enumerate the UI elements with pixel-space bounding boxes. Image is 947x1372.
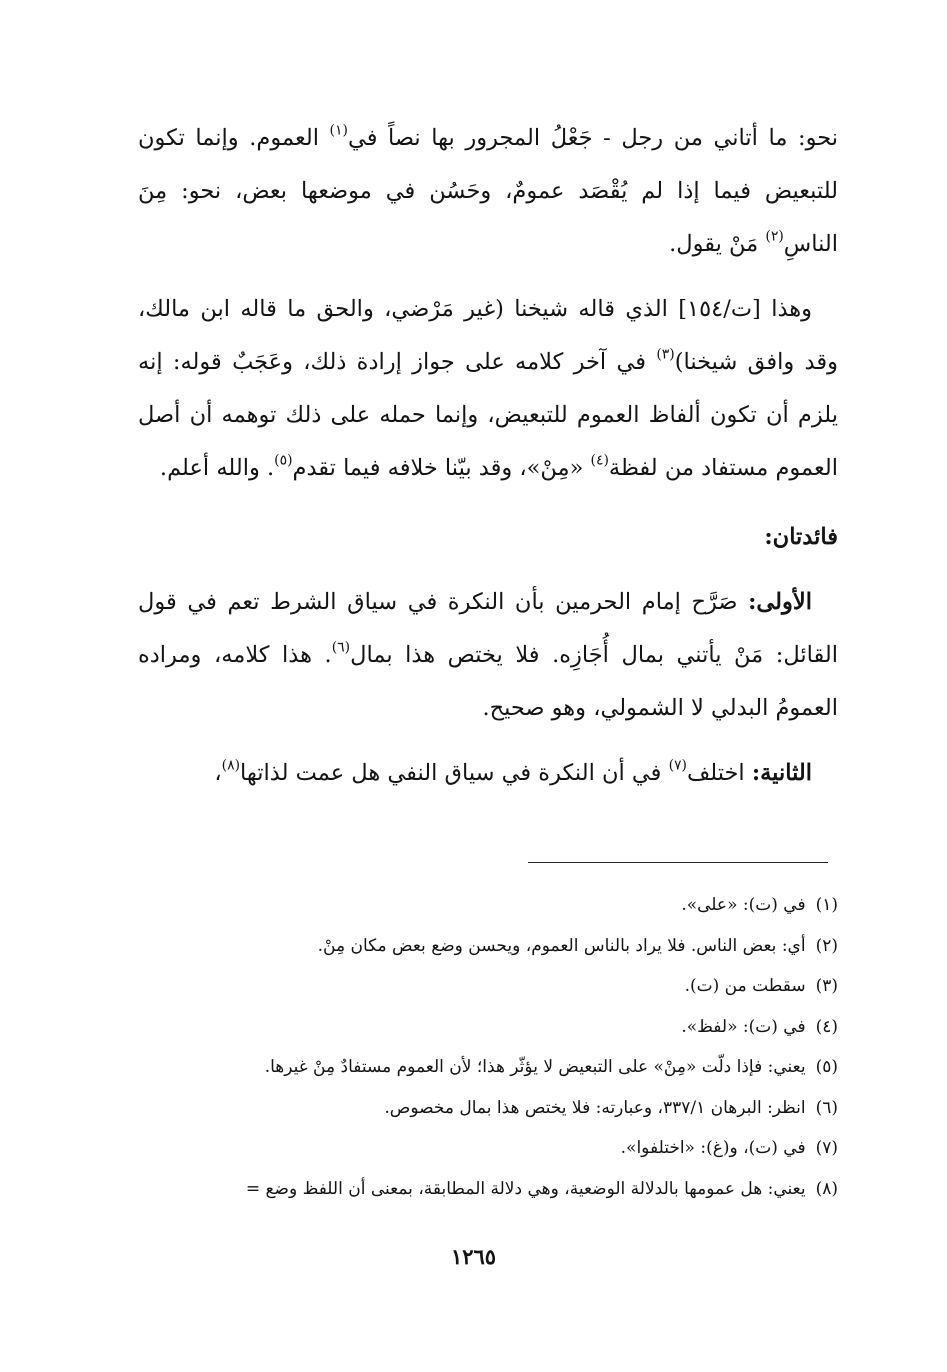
footnote-ref[interactable]: (٢) — [765, 228, 784, 245]
footnote-number: (٨) — [815, 1178, 838, 1199]
section-heading: فائدتان: — [764, 524, 838, 550]
footnote — [150, 926, 838, 967]
paragraph-lead: الأولى: — [748, 589, 812, 615]
footnote-ref[interactable]: (٨) — [221, 757, 241, 774]
paragraph — [138, 112, 838, 271]
footnote-text: في (ت)، و(غ): «اختلفوا». — [620, 1138, 806, 1158]
page-number: ١٢٦٥ — [450, 1244, 497, 1269]
paragraph — [138, 283, 838, 495]
footnote-text: سقطت من (ت). — [684, 976, 806, 996]
text-span: مَنْ يقول. — [669, 231, 766, 257]
footnote-number: (٣) — [815, 976, 838, 996]
footnote-ref[interactable]: (٤) — [590, 452, 609, 469]
text-span: . والله أعلم. — [159, 455, 275, 481]
text-span: في أن النكرة في سياق النفي هل عمت لذاتها — [240, 760, 669, 786]
footnote-text: يعني: فإذا دلّت «مِنْ» على التبعيض لا يؤثّر هذا؛ لأن العموم مستفادٌ مِنْ غيرها. — [264, 1057, 806, 1077]
footnote-text: أي: بعض الناس. فلا يراد بالناس العموم، ويحسن وضع بعض مكان مِنْ. — [317, 935, 806, 956]
text-span: ، — [214, 760, 222, 786]
footnote-number: (٥) — [815, 1057, 838, 1077]
footnote-text: انظر: البرهان ٣٣٧/١، وعبارته: فلا يختص هذا بمال مخصوص. — [384, 1097, 806, 1118]
text-span: «مِنْ»، وقد بيّنا خلافه فيما تقدم — [292, 455, 591, 481]
footnote-text: في (ت): «لفظ». — [681, 1016, 806, 1037]
footnote-number: (٧) — [815, 1138, 838, 1158]
footnote-ref[interactable]: (٦) — [331, 639, 351, 656]
paragraph — [138, 576, 838, 735]
footnote-ref[interactable]: (١) — [329, 122, 348, 139]
paragraph — [138, 747, 838, 800]
footnote — [150, 1047, 838, 1088]
footnote-number: (٤) — [815, 1016, 838, 1037]
footnote — [150, 1169, 838, 1210]
footnote — [150, 1128, 838, 1169]
text-span: اختلف — [686, 760, 752, 786]
footnote-text: في (ت): «على». — [681, 895, 806, 915]
footnote — [150, 1088, 838, 1129]
footnote-ref[interactable]: (٧) — [668, 757, 687, 774]
text-span: . هذا كلامه، ومراده العمومُ البدلي لا الشمولي، وهو صحيح. — [138, 642, 838, 721]
footnote-separator — [528, 862, 828, 863]
text-span: وهذا [ت/١٥٤] الذي قاله شيخنا (غير مَرْضي، والحق ما قاله ابن مالك، وقد وافق شيخنا) — [138, 296, 838, 375]
main-text — [138, 112, 838, 800]
footnote — [150, 966, 838, 1007]
footnote-number: (١) — [815, 895, 838, 915]
footnote-ref[interactable]: (٣) — [656, 346, 675, 363]
footnote — [150, 1007, 838, 1048]
text-span: في آخر كلامه على جواز إرادة ذلك، وعَجَبٌ قوله: إنه يلزم أن تكون ألفاظ العموم للتبعيض، وإنما حمله على ذلك توهمه أن أصل العموم مستفاد من لفظة — [138, 349, 838, 481]
text-span: نحو: ما أتاني من رجل - جَعْلُ المجرور بها نصاً في — [347, 125, 838, 151]
text-span: صَرَّح إمام الحرمين بأن النكرة في سياق الشرط تعم في قول القائل: مَنْ يأتني بمال أُجَازِه. فلا يختص هذا بمال — [138, 589, 839, 668]
footnote-number: (٦) — [815, 1097, 838, 1118]
footnote-number: (٢) — [815, 935, 838, 956]
footnote-text: يعني: هل عمومها بالدلالة الوضعية، وهي دلالة المطابقة، بمعنى أن اللفظ وضع = — [245, 1178, 806, 1199]
footnote — [150, 885, 838, 926]
paragraph-lead: الثانية: — [751, 760, 812, 786]
footnotes — [150, 885, 838, 1209]
text-span: العموم. وإنما تكون للتبعيض فيما إذا لم يُقْصَد عمومٌ، وحَسُن في موضعها بعض، نحو: مِنَ الناسِ — [138, 125, 838, 257]
footnote-ref[interactable]: (٥) — [274, 452, 293, 469]
